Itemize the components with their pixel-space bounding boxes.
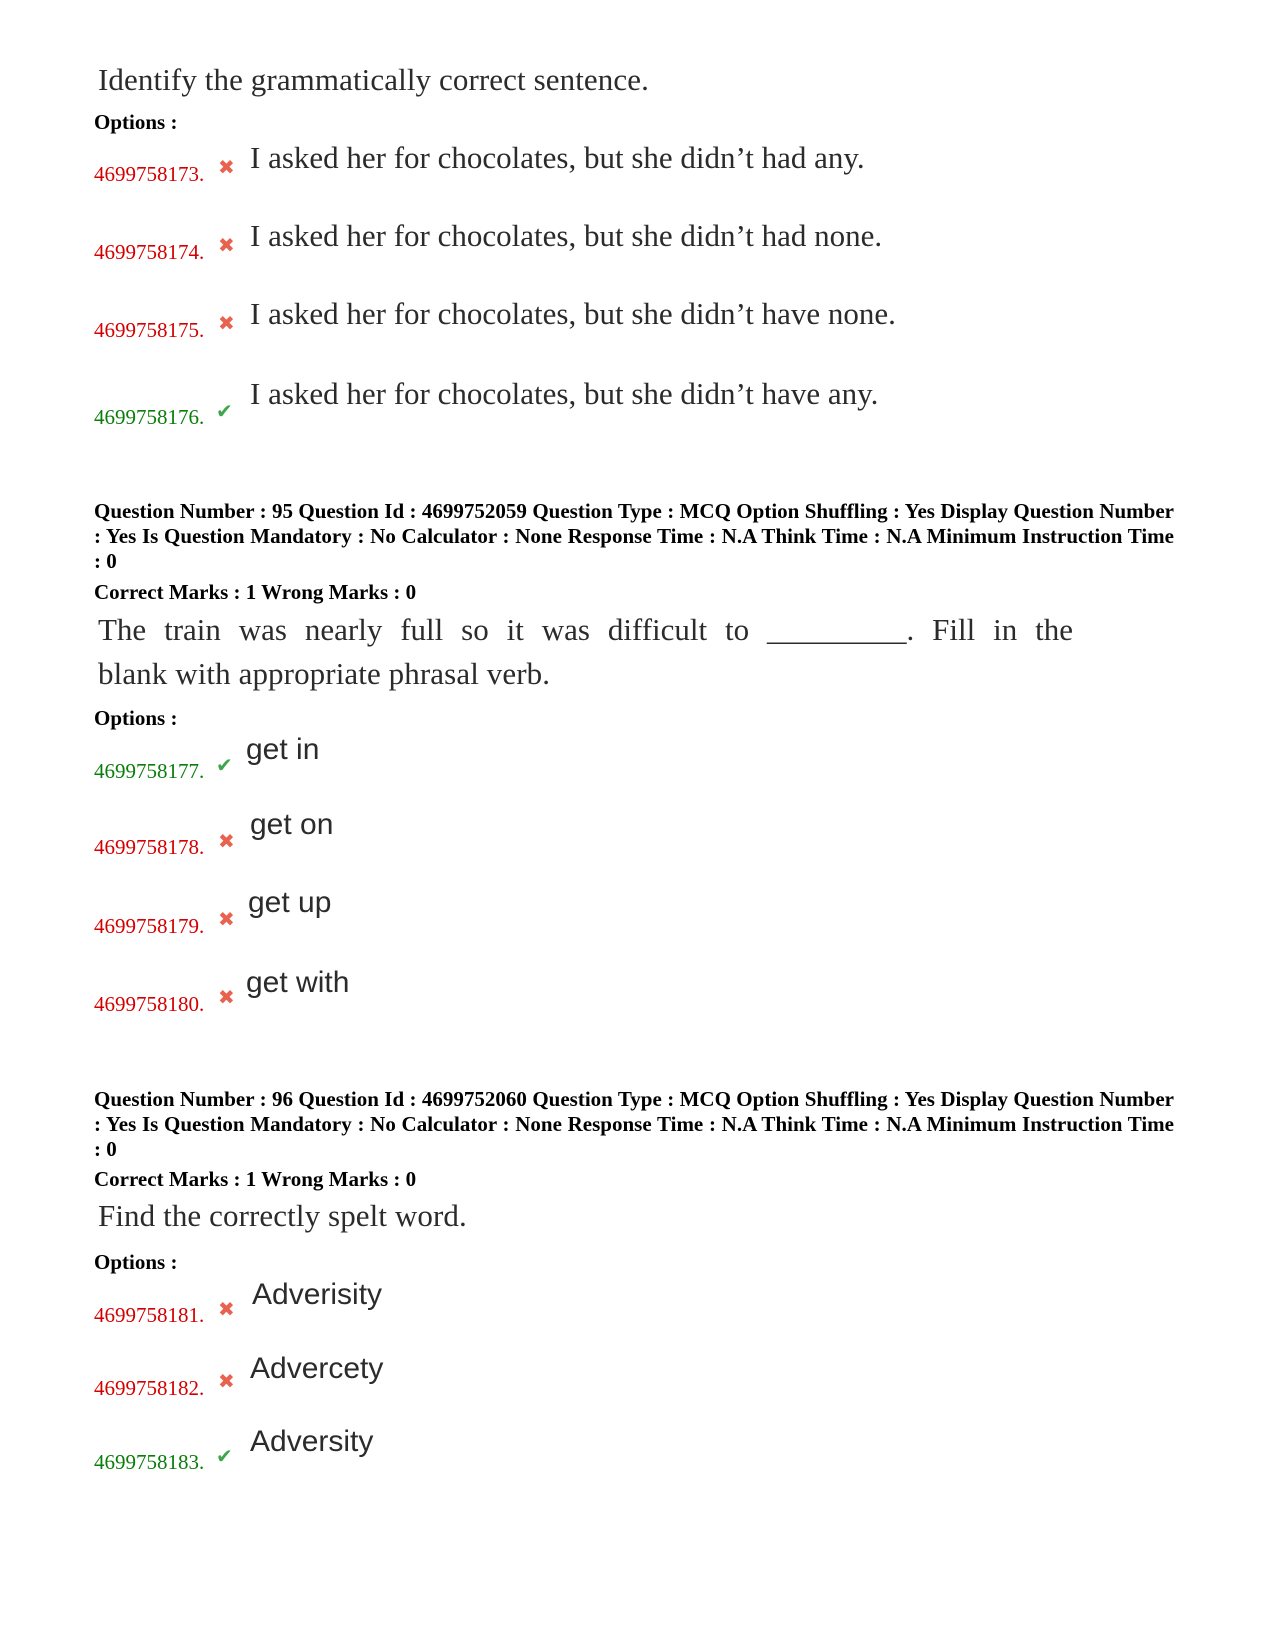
option-id: 4699758178. xyxy=(94,835,205,859)
option-text: Advercety xyxy=(250,1352,384,1385)
option-id: 4699758182. xyxy=(94,1376,205,1400)
options-label: Options : xyxy=(94,706,178,730)
question-95-text-line1: The train was nearly full so it was difficult to _________. Fill in the xyxy=(98,612,1073,647)
option-id: 4699758173. xyxy=(94,162,205,186)
option-text: I asked her for chocolates, but she didn’t have none. xyxy=(250,296,896,331)
question-95-marks: Correct Marks : 1 Wrong Marks : 0 xyxy=(94,580,417,604)
cross-icon: ✖ xyxy=(218,1299,235,1321)
question-95-meta: Question Number : 95 Question Id : 4699752059 Question Type : MCQ Option Shuffling : Yes Display Question Number : Yes Is Question Mandatory : No Calculator : None Response Time : N.A Think Time : N.A Minimum Instruction Time : 0 xyxy=(94,499,1174,573)
check-icon: ✔ xyxy=(216,401,233,423)
option-text: I asked her for chocolates, but she didn’t had none. xyxy=(250,218,883,253)
question-95-text-line2: blank with appropriate phrasal verb. xyxy=(98,656,551,691)
cross-icon: ✖ xyxy=(218,313,235,335)
cross-icon: ✖ xyxy=(218,831,235,853)
check-icon: ✔ xyxy=(216,1446,233,1468)
cross-icon: ✖ xyxy=(218,235,235,257)
question-94-text: Identify the grammatically correct sentence. xyxy=(98,62,649,97)
option-text: I asked her for chocolates, but she didn’t have any. xyxy=(250,376,879,411)
option-id: 4699758183. xyxy=(94,1450,205,1474)
option-text: I asked her for chocolates, but she didn’t had any. xyxy=(250,140,865,175)
option-text: get with xyxy=(246,966,350,999)
option-text: Adversity xyxy=(250,1425,374,1458)
option-id: 4699758179. xyxy=(94,914,205,938)
question-96-marks: Correct Marks : 1 Wrong Marks : 0 xyxy=(94,1167,417,1191)
cross-icon: ✖ xyxy=(218,1371,235,1393)
cross-icon: ✖ xyxy=(218,987,235,1009)
cross-icon: ✖ xyxy=(218,157,235,179)
options-label: Options : xyxy=(94,110,178,134)
options-label: Options : xyxy=(94,1250,178,1274)
option-text: get up xyxy=(248,886,332,919)
option-id: 4699758174. xyxy=(94,240,205,264)
check-icon: ✔ xyxy=(216,755,233,777)
option-id: 4699758181. xyxy=(94,1303,205,1327)
question-96-meta: Question Number : 96 Question Id : 4699752060 Question Type : MCQ Option Shuffling : Yes Display Question Number : Yes Is Question Mandatory : No Calculator : None Response Time : N.A Think Time : N.A Minimum Instruction Time : 0 xyxy=(94,1087,1174,1161)
question-96-text: Find the correctly spelt word. xyxy=(98,1198,467,1233)
option-id: 4699758177. xyxy=(94,759,205,783)
option-text: get in xyxy=(246,733,320,766)
option-text: get on xyxy=(250,808,334,841)
cross-icon: ✖ xyxy=(218,909,235,931)
option-id: 4699758180. xyxy=(94,992,205,1016)
option-text: Adverisity xyxy=(252,1278,383,1311)
option-id: 4699758176. xyxy=(94,405,205,429)
option-id: 4699758175. xyxy=(94,318,205,342)
